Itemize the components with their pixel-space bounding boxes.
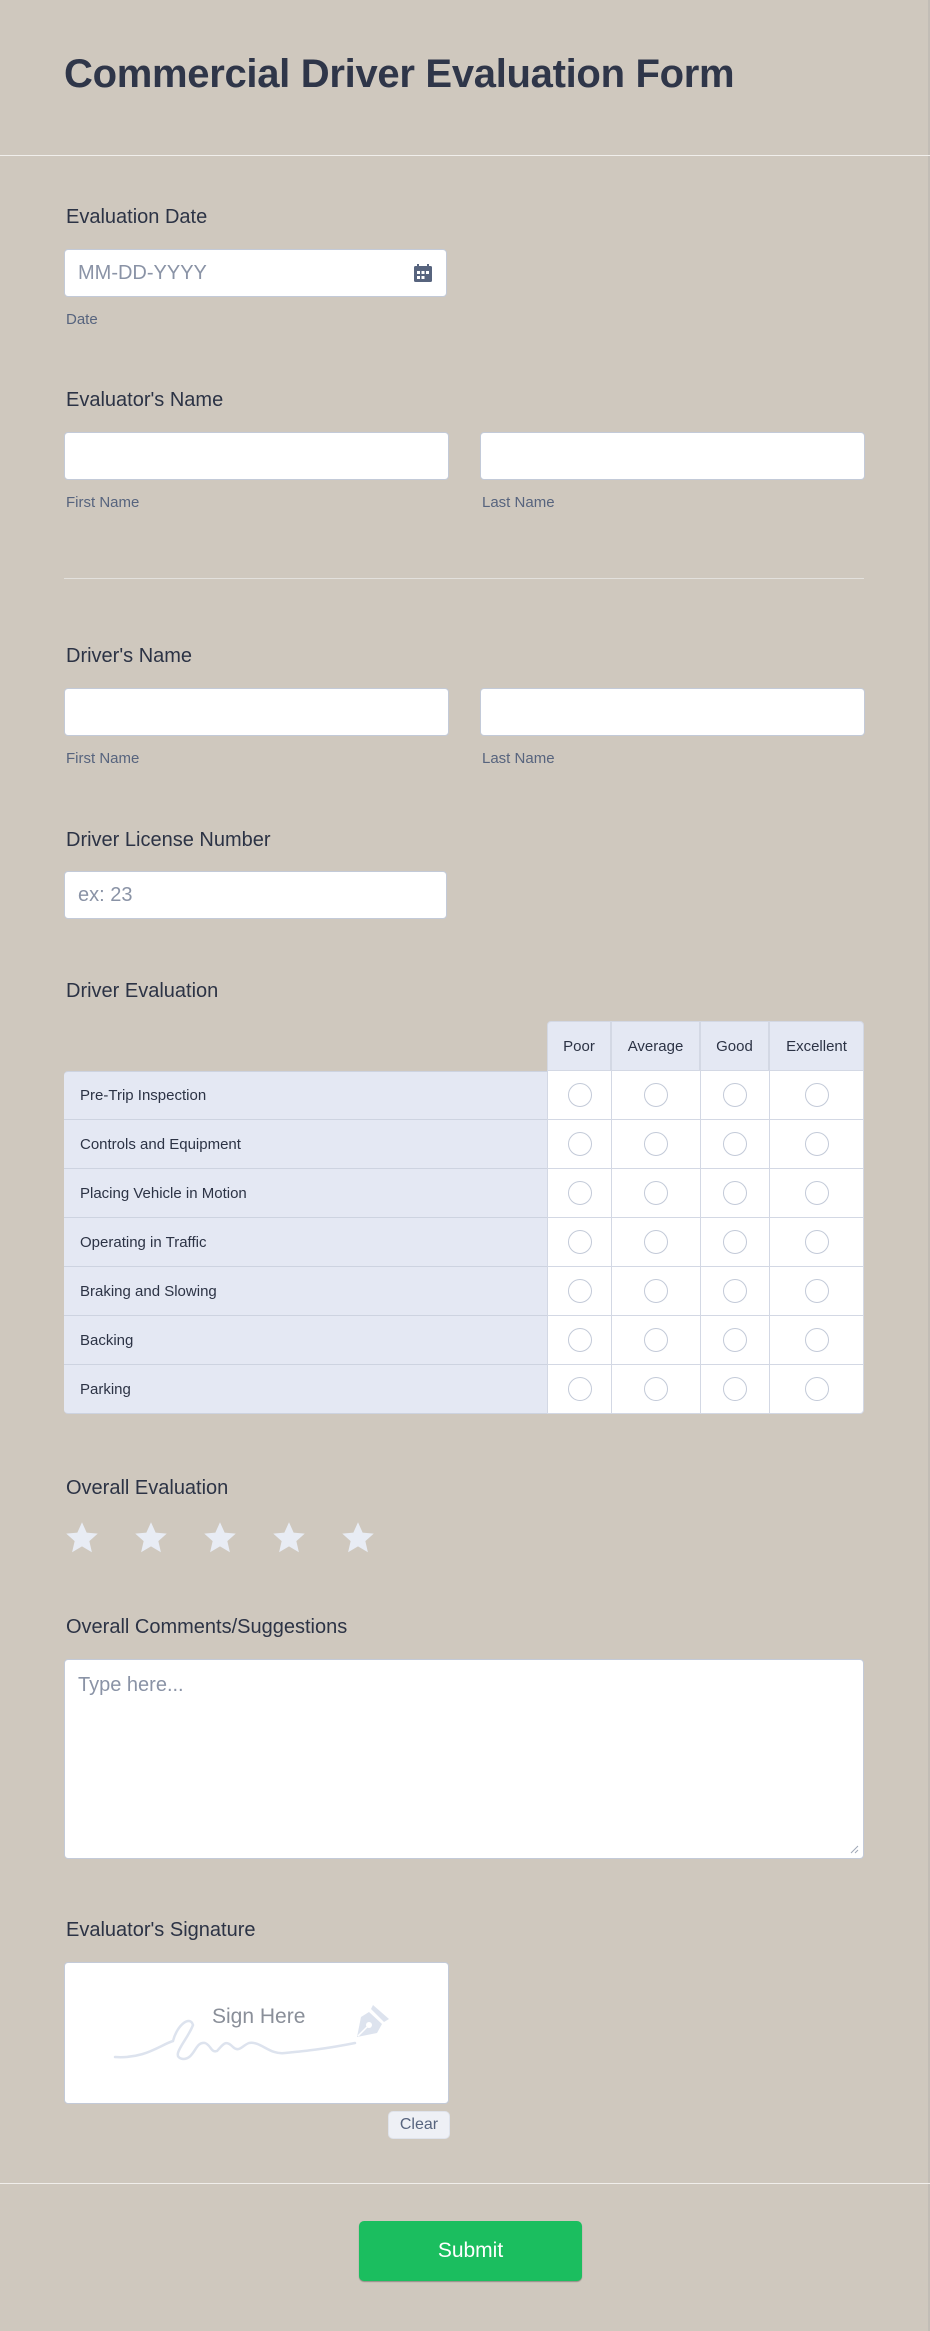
matrix-row-label: Placing Vehicle in Motion (64, 1169, 547, 1218)
radio-motion-excellent[interactable] (805, 1181, 829, 1205)
matrix-cell[interactable] (700, 1267, 769, 1316)
column-header-poor: Poor (547, 1021, 611, 1071)
radio-braking-average[interactable] (644, 1279, 668, 1303)
evaluator-last-name-sublabel: Last Name (482, 494, 555, 511)
clear-signature-button[interactable]: Clear (388, 2111, 450, 2139)
matrix-cell[interactable] (700, 1169, 769, 1218)
evaluation-date-placeholder: MM-DD-YYYY (78, 262, 207, 284)
radio-backing-poor[interactable] (568, 1328, 592, 1352)
matrix-cell[interactable] (547, 1169, 611, 1218)
radio-controls-poor[interactable] (568, 1132, 592, 1156)
section-divider (64, 578, 864, 579)
evaluation-date-label: Evaluation Date (66, 206, 208, 228)
radio-traffic-average[interactable] (644, 1230, 668, 1254)
evaluation-date-sublabel: Date (66, 311, 98, 328)
radio-traffic-good[interactable] (723, 1230, 747, 1254)
radio-traffic-excellent[interactable] (805, 1230, 829, 1254)
radio-braking-excellent[interactable] (805, 1279, 829, 1303)
star-icon-5[interactable] (340, 1520, 376, 1556)
matrix-cell[interactable] (611, 1169, 700, 1218)
matrix-cell[interactable] (769, 1169, 864, 1218)
calendar-icon[interactable] (414, 264, 432, 282)
matrix-row-label: Parking (64, 1365, 547, 1414)
column-header-good: Good (700, 1021, 769, 1071)
radio-parking-average[interactable] (644, 1377, 668, 1401)
matrix-row-label: Operating in Traffic (64, 1218, 547, 1267)
radio-pre-trip-good[interactable] (723, 1083, 747, 1107)
radio-controls-excellent[interactable] (805, 1132, 829, 1156)
matrix-row-label: Backing (64, 1316, 547, 1365)
matrix-cell[interactable] (611, 1218, 700, 1267)
star-icon-3[interactable] (202, 1520, 238, 1556)
matrix-cell[interactable] (547, 1365, 611, 1414)
star-icon-2[interactable] (133, 1520, 169, 1556)
radio-parking-good[interactable] (723, 1377, 747, 1401)
matrix-cell[interactable] (547, 1267, 611, 1316)
matrix-cell[interactable] (769, 1218, 864, 1267)
matrix-cell[interactable] (769, 1267, 864, 1316)
evaluator-name-label: Evaluator's Name (66, 389, 224, 411)
radio-motion-good[interactable] (723, 1181, 747, 1205)
comments-textarea[interactable] (64, 1659, 864, 1859)
radio-pre-trip-average[interactable] (644, 1083, 668, 1107)
evaluator-first-name-input[interactable] (64, 432, 449, 480)
radio-controls-average[interactable] (644, 1132, 668, 1156)
comments-placeholder: Type here... (78, 1674, 184, 1696)
radio-parking-excellent[interactable] (805, 1377, 829, 1401)
star-rating[interactable] (64, 1520, 376, 1556)
radio-parking-poor[interactable] (568, 1377, 592, 1401)
driver-last-name-sublabel: Last Name (482, 750, 555, 767)
radio-backing-good[interactable] (723, 1328, 747, 1352)
matrix-row-label: Braking and Slowing (64, 1267, 547, 1316)
matrix-cell[interactable] (611, 1071, 700, 1120)
matrix-cell[interactable] (700, 1218, 769, 1267)
overall-evaluation-label: Overall Evaluation (66, 1477, 229, 1499)
matrix-cell[interactable] (611, 1120, 700, 1169)
matrix-cell[interactable] (611, 1316, 700, 1365)
resize-handle-icon[interactable] (849, 1844, 859, 1854)
matrix-cell[interactable] (700, 1120, 769, 1169)
driver-first-name-sublabel: First Name (66, 750, 140, 767)
matrix-cell[interactable] (769, 1365, 864, 1414)
matrix-row-label: Pre-Trip Inspection (64, 1071, 547, 1120)
footer-divider (0, 2183, 930, 2184)
radio-traffic-poor[interactable] (568, 1230, 592, 1254)
radio-backing-excellent[interactable] (805, 1328, 829, 1352)
driver-evaluation-label: Driver Evaluation (66, 980, 219, 1002)
radio-pre-trip-excellent[interactable] (805, 1083, 829, 1107)
driver-last-name-input[interactable] (480, 688, 865, 736)
license-label: Driver License Number (66, 829, 271, 851)
evaluator-last-name-input[interactable] (480, 432, 865, 480)
matrix-cell[interactable] (700, 1365, 769, 1414)
matrix-cell[interactable] (769, 1316, 864, 1365)
matrix-cell[interactable] (547, 1218, 611, 1267)
radio-pre-trip-poor[interactable] (568, 1083, 592, 1107)
license-number-input[interactable] (64, 871, 447, 919)
license-placeholder: ex: 23 (78, 884, 133, 906)
radio-backing-average[interactable] (644, 1328, 668, 1352)
evaluation-date-input[interactable] (64, 249, 447, 297)
matrix-cell[interactable] (547, 1071, 611, 1120)
comments-label: Overall Comments/Suggestions (66, 1616, 348, 1638)
radio-braking-poor[interactable] (568, 1279, 592, 1303)
evaluator-first-name-sublabel: First Name (66, 494, 140, 511)
matrix-cell[interactable] (547, 1316, 611, 1365)
matrix-cell[interactable] (700, 1316, 769, 1365)
radio-controls-good[interactable] (723, 1132, 747, 1156)
matrix-cell[interactable] (769, 1071, 864, 1120)
sign-here-placeholder: Sign Here (212, 2005, 306, 2028)
driver-first-name-input[interactable] (64, 688, 449, 736)
radio-motion-poor[interactable] (568, 1181, 592, 1205)
matrix-cell[interactable] (547, 1120, 611, 1169)
form-header (0, 0, 930, 156)
star-icon-1[interactable] (64, 1520, 100, 1556)
signature-pad[interactable] (64, 1962, 449, 2104)
matrix-row-label: Controls and Equipment (64, 1120, 547, 1169)
column-header-excellent: Excellent (769, 1021, 864, 1071)
column-header-average: Average (611, 1021, 700, 1071)
submit-button[interactable]: Submit (359, 2221, 582, 2281)
star-icon-4[interactable] (271, 1520, 307, 1556)
pen-nib-icon (353, 2003, 393, 2043)
matrix-cell[interactable] (611, 1365, 700, 1414)
radio-motion-average[interactable] (644, 1181, 668, 1205)
driver-name-label: Driver's Name (66, 645, 193, 667)
form-title: Commercial Driver Evaluation Form (64, 52, 735, 96)
signature-label: Evaluator's Signature (66, 1919, 256, 1941)
matrix-cell[interactable] (700, 1071, 769, 1120)
radio-braking-good[interactable] (723, 1279, 747, 1303)
matrix-cell[interactable] (769, 1120, 864, 1169)
matrix-cell[interactable] (611, 1267, 700, 1316)
